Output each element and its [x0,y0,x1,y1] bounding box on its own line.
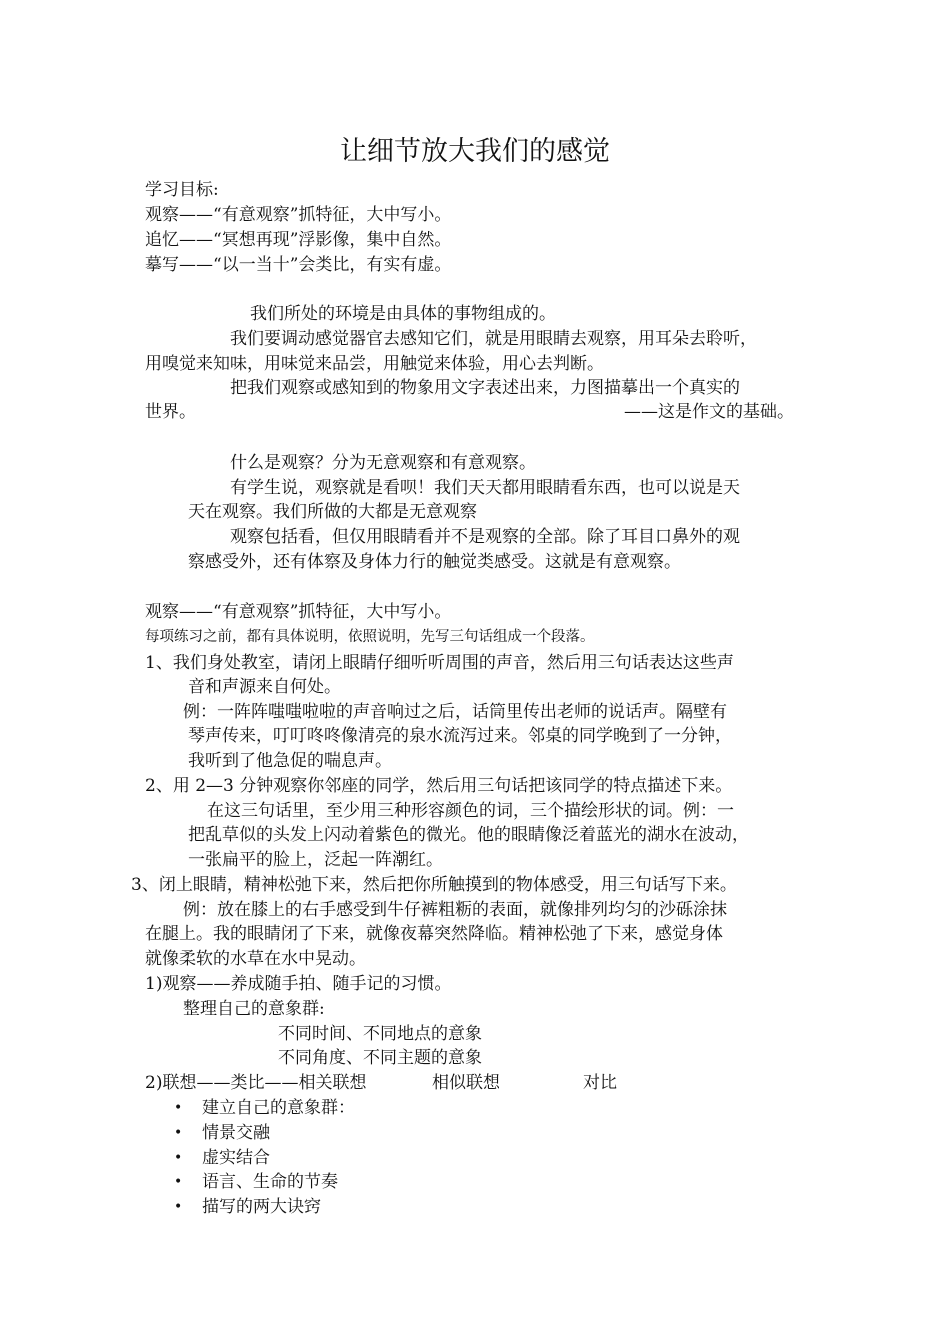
section-2-heading: 观察——“有意观察”抓特征，大中写小。 [145,602,452,622]
bullet-icon: • [174,1150,183,1166]
bullet-icon: • [174,1100,183,1116]
observe-answer-a-line-2: 天在观察。我们所做的大都是无意观察 [188,502,477,522]
intro-paragraph-2-line-2: 用嗅觉来知味，用味觉来品尝，用触觉来体验，用心去判断。 [145,354,604,374]
intro-paragraph-2-line-1: 我们要调动感觉器官去感知它们，就是用眼睛去观察，用耳朵去聆听， [230,329,757,349]
bullet-item-2: 情景交融 [202,1123,270,1143]
imagery-item-1: 不同时间、不同地点的意象 [278,1024,482,1044]
exercise-1-line-2: 音和声源来自何处。 [188,677,341,697]
goal-item-recall: 追忆——“冥想再现”浮影像，集中自然。 [145,230,452,250]
section-3-point-2c: 对比 [583,1073,617,1093]
exercise-3-example-line-3: 就像柔软的水草在水中晃动。 [145,949,366,969]
section-3-point-1-sub: 整理自己的意象群: [183,999,325,1019]
exercise-2-example-line-2: 把乱草似的头发上闪动着紫色的微光。他的眼睛像泛着蓝光的湖水在波动， [188,825,749,845]
goal-item-observe: 观察——“有意观察”抓特征，大中写小。 [145,205,452,225]
exercise-2-example-line-1: 在这三句话里，至少用三种形容颜色的词，三个描绘形状的词。例：一 [207,801,734,821]
section-3-point-2b: 相似联想 [432,1073,500,1093]
intro-paragraph-1: 我们所处的环境是由具体的事物组成的。 [250,304,556,324]
observe-question: 什么是观察？分为无意观察和有意观察。 [230,453,536,473]
exercise-2-example-line-3: 一张扁平的脸上，泛起一阵潮红。 [188,850,443,870]
goals-heading: 学习目标: [145,180,219,200]
observe-answer-b-line-1: 观察包括看，但仅用眼睛看并不是观察的全部。除了耳目口鼻外的观 [230,527,740,547]
exercise-3-example-line-1: 例：放在膝上的右手感受到牛仔裤粗粝的表面，就像排列均匀的沙砾涂抹 [183,900,727,920]
observe-answer-a-line-1: 有学生说，观察就是看呗！我们天天都用眼睛看东西，也可以说是天 [230,478,740,498]
exercise-1-example-line-1: 例：一阵阵嗤嗤啦啦的声音响过之后，话筒里传出老师的说话声。隔壁有 [183,702,727,722]
intro-paragraph-3-line-2b: ——这是作文的基础。 [624,402,794,422]
exercise-1-line-1: 1、我们身处教室，请闭上眼睛仔细听听周围的声音，然后用三句话表达这些声 [145,653,734,673]
bullet-item-4: 语言、生命的节奏 [202,1172,338,1192]
goal-item-describe: 摹写——“以一当十”会类比，有实有虚。 [145,255,452,275]
section-3-point-2a: 2)联想——类比——相关联想 [145,1073,367,1093]
page-title: 让细节放大我们的感觉 [340,136,610,167]
exercise-1-example-line-3: 我听到了他急促的喘息声。 [188,751,392,771]
imagery-item-2: 不同角度、不同主题的意象 [278,1048,482,1068]
intro-paragraph-3-line-1: 把我们观察或感知到的物象用文字表述出来，力图描摹出一个真实的 [230,378,740,398]
bullet-icon: • [174,1125,183,1141]
bullet-icon: • [174,1174,183,1190]
bullet-item-3: 虚实结合 [202,1148,270,1168]
intro-paragraph-3-line-2a: 世界。 [145,402,196,422]
bullet-icon: • [174,1199,183,1215]
exercise-1-example-line-2: 琴声传来，叮叮咚咚像清亮的泉水流泻过来。邻桌的同学晚到了一分钟， [188,726,732,746]
section-3-point-1: 1)观察——养成随手拍、随手记的习惯。 [145,974,452,994]
bullet-item-5: 描写的两大诀窍 [202,1197,321,1217]
exercise-3-line-1: 3、闭上眼睛，精神松弛下来，然后把你所触摸到的物体感受，用三句话写下来。 [131,875,737,895]
exercise-3-example-line-2: 在腿上。我的眼睛闭了下来，就像夜幕突然降临。精神松弛了下来，感觉身体 [145,924,723,944]
bullet-item-1: 建立自己的意象群： [202,1098,355,1118]
section-2-note: 每项练习之前，都有具体说明，依照说明，先写三句话组成一个段落。 [145,629,595,645]
exercise-2-line-1: 2、用 2—3 分钟观察你邻座的同学，然后用三句话把该同学的特点描述下来。 [145,776,733,796]
observe-answer-b-line-2: 察感受外，还有体察及身体力行的触觉类感受。这就是有意观察。 [188,552,681,572]
